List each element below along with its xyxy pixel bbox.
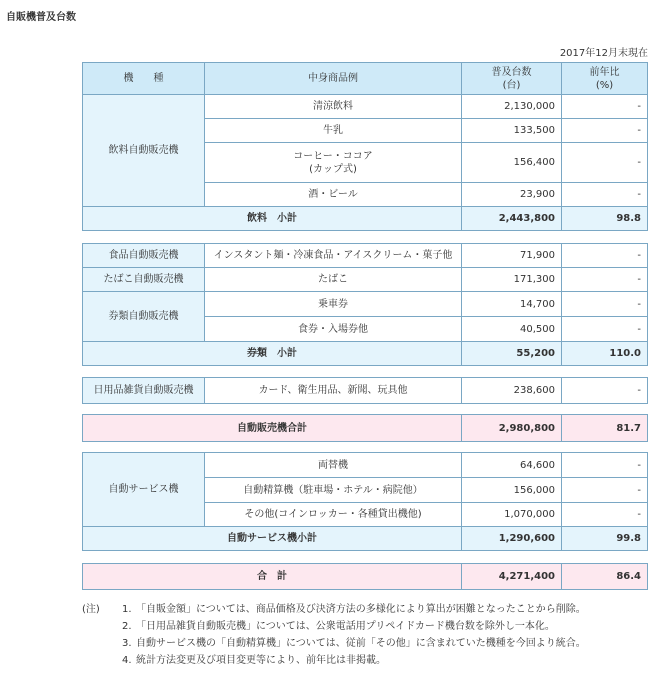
note-text: 統計方法変更及び項目変更等により、前年比は非掲載。 bbox=[136, 655, 386, 666]
count-cell: 40,500 bbox=[462, 317, 562, 342]
count-cell: 1,070,000 bbox=[462, 503, 562, 527]
count-cell: 171,300 bbox=[462, 268, 562, 292]
table-row bbox=[83, 244, 648, 268]
note-text: 「日用品雑貨自動販売機」については、公衆電話用プリペイドカード機台数を除外し一本化。 bbox=[136, 621, 555, 632]
subtotal-label: 自動サービス機小計 bbox=[83, 527, 462, 551]
note-number: 2. bbox=[122, 621, 132, 632]
subtotal-ratio: 98.8 bbox=[562, 207, 648, 231]
subtotal-row bbox=[83, 207, 648, 231]
header-row bbox=[83, 63, 648, 95]
subtotal-label: 飲料 小計 bbox=[83, 207, 462, 231]
grand-total-label: 合 計 bbox=[83, 564, 462, 590]
item-cell: 食券・入場券他 bbox=[205, 317, 462, 342]
note-item bbox=[82, 618, 586, 635]
table-row bbox=[83, 292, 648, 317]
note-text: 「自販金額」については、商品価格及び決済方法の多様化により算出が困難となったことから削除。 bbox=[136, 604, 586, 615]
item-cell bbox=[205, 143, 462, 183]
count-cell: 156,400 bbox=[462, 143, 562, 183]
category-food: 食品自動販売機 bbox=[83, 244, 205, 268]
count-cell: 23,900 bbox=[462, 183, 562, 207]
category-service: 自動サービス機 bbox=[83, 453, 205, 527]
item-cell: 乗車券 bbox=[205, 292, 462, 317]
header-product-examples: 中身商品例 bbox=[205, 63, 462, 95]
ratio-cell: - bbox=[562, 503, 648, 527]
item-cell: たばこ bbox=[205, 268, 462, 292]
header-count-line1: 普及台数 bbox=[491, 66, 532, 78]
item-cell: 清涼飲料 bbox=[205, 95, 462, 119]
item-line2: (カップ式) bbox=[309, 163, 357, 175]
count-cell: 156,000 bbox=[462, 478, 562, 503]
item-cell: 牛乳 bbox=[205, 119, 462, 143]
total-row bbox=[83, 415, 648, 442]
subtotal-row bbox=[83, 342, 648, 366]
ratio-cell: - bbox=[562, 453, 648, 478]
note-item bbox=[82, 635, 586, 652]
count-cell: 133,500 bbox=[462, 119, 562, 143]
vending-total-label: 自動販売機合計 bbox=[83, 415, 462, 442]
header-ratio-line1: 前年比 bbox=[589, 66, 620, 78]
category-beverage: 飲料自動販売機 bbox=[83, 95, 205, 207]
category-ticket: 券類自動販売機 bbox=[83, 292, 205, 342]
count-cell: 71,900 bbox=[462, 244, 562, 268]
header-machine-type: 機 種 bbox=[83, 63, 205, 95]
grand-total-ratio: 86.4 bbox=[562, 564, 648, 590]
note-item bbox=[82, 652, 586, 669]
vending-total-ratio: 81.7 bbox=[562, 415, 648, 442]
ratio-cell: - bbox=[562, 292, 648, 317]
ratio-cell: - bbox=[562, 317, 648, 342]
ratio-cell: - bbox=[562, 183, 648, 207]
subtotal-count: 2,443,800 bbox=[462, 207, 562, 231]
count-cell: 64,600 bbox=[462, 453, 562, 478]
ratio-cell: - bbox=[562, 119, 648, 143]
header-ratio-line2: (%) bbox=[595, 79, 614, 91]
item-line1: コーヒー・ココア bbox=[293, 150, 373, 162]
table-row bbox=[83, 95, 648, 119]
page-title: 自販機普及台数 bbox=[6, 12, 76, 23]
table-row bbox=[83, 378, 648, 404]
daily-goods-table bbox=[82, 377, 648, 404]
subtotal-ratio: 99.8 bbox=[562, 527, 648, 551]
vending-total-table bbox=[82, 414, 648, 442]
header-ratio bbox=[562, 63, 648, 95]
item-cell: 両替機 bbox=[205, 453, 462, 478]
subtotal-row bbox=[83, 527, 648, 551]
table-row bbox=[83, 453, 648, 478]
service-table bbox=[82, 452, 648, 551]
subtotal-ratio: 110.0 bbox=[562, 342, 648, 366]
header-count bbox=[462, 63, 562, 95]
count-cell: 14,700 bbox=[462, 292, 562, 317]
grand-total-count: 4,271,400 bbox=[462, 564, 562, 590]
as-of-date: 2017年12月末現在 bbox=[559, 48, 648, 59]
ratio-cell: - bbox=[562, 378, 648, 404]
beverage-table bbox=[82, 62, 648, 231]
notes bbox=[82, 601, 586, 669]
ratio-cell: - bbox=[562, 244, 648, 268]
note-text: 自動サービス機の「自動精算機」については、従前「その他」に含まれていた機種を今回より統合。 bbox=[136, 638, 586, 649]
grand-total-table bbox=[82, 563, 648, 590]
header-count-line2: (台) bbox=[502, 79, 521, 91]
note-number: 3. bbox=[122, 638, 132, 649]
count-cell: 238,600 bbox=[462, 378, 562, 404]
vending-total-count: 2,980,800 bbox=[462, 415, 562, 442]
subtotal-count: 1,290,600 bbox=[462, 527, 562, 551]
subtotal-label: 券類 小計 bbox=[83, 342, 462, 366]
item-cell: その他(コインロッカー・各種貸出機他) bbox=[205, 503, 462, 527]
ratio-cell: - bbox=[562, 143, 648, 183]
subtotal-count: 55,200 bbox=[462, 342, 562, 366]
item-cell: インスタント麺・冷凍食品・アイスクリーム・菓子他 bbox=[205, 244, 462, 268]
note-number: 4. bbox=[122, 655, 132, 666]
note-item bbox=[82, 601, 586, 618]
category-daily-goods: 日用品雑貨自動販売機 bbox=[83, 378, 205, 404]
grand-total-row bbox=[83, 564, 648, 590]
count-cell: 2,130,000 bbox=[462, 95, 562, 119]
ratio-cell: - bbox=[562, 268, 648, 292]
item-cell: 酒・ビール bbox=[205, 183, 462, 207]
food-ticket-table bbox=[82, 243, 648, 366]
ratio-cell: - bbox=[562, 95, 648, 119]
table-row bbox=[83, 268, 648, 292]
note-number: 1. bbox=[122, 604, 132, 615]
item-cell: 自動精算機（駐車場・ホテル・病院他） bbox=[205, 478, 462, 503]
item-cell: カード、衛生用品、新聞、玩具他 bbox=[205, 378, 462, 404]
ratio-cell: - bbox=[562, 478, 648, 503]
category-tobacco: たばこ自動販売機 bbox=[83, 268, 205, 292]
note-prefix: (注) bbox=[82, 604, 100, 615]
